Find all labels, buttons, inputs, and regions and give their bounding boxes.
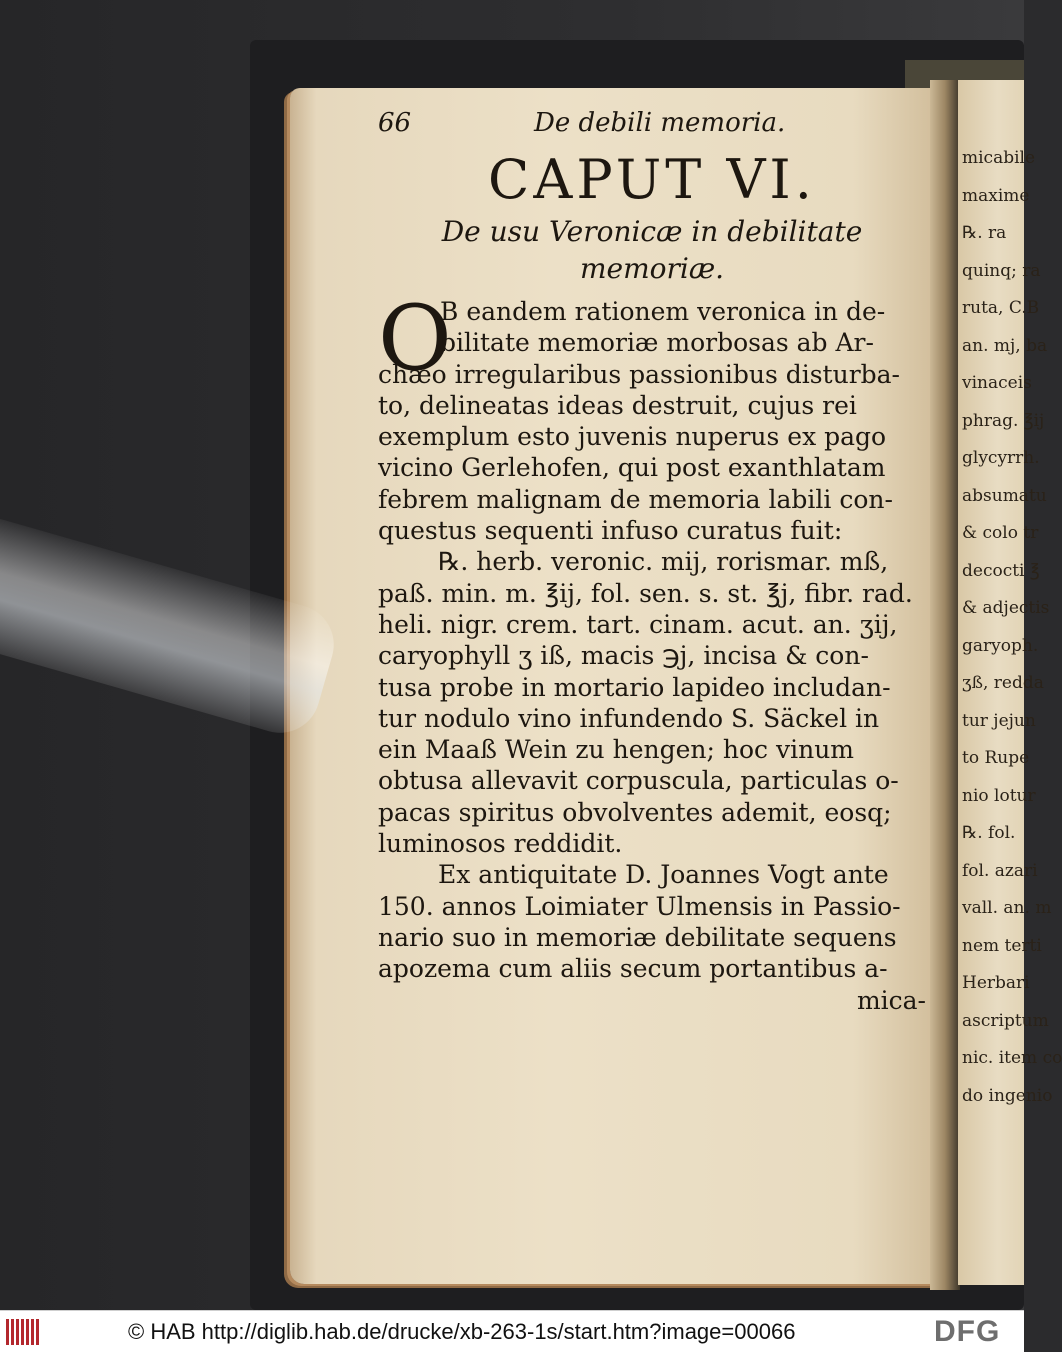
running-head bbox=[378, 108, 926, 144]
facing-text-line: tur jejun bbox=[962, 710, 1036, 731]
drop-cap: O bbox=[378, 286, 452, 391]
facing-text-line: do ingenio bbox=[962, 1085, 1053, 1106]
facing-text-line: absumatu bbox=[962, 485, 1047, 506]
text-line: nario suo in memoriæ debilitate sequens bbox=[378, 922, 897, 952]
text-line: paß. min. m. ℥ij, fol. sen. s. st. ℥j, fibr. rad. bbox=[378, 578, 913, 608]
facing-text-line: ℞. ra bbox=[962, 223, 1007, 243]
text-line: caryophyll ʒ iß, macis ℈j, incisa & con- bbox=[378, 641, 869, 671]
text-line: vicino Gerlehofen, qui post exanthlatam bbox=[378, 453, 886, 483]
text-line: Ex antiquitate D. Joannes Vogt ante bbox=[438, 860, 889, 890]
text-line: B eandem rationem veronica in de- bbox=[440, 297, 886, 326]
dfg-logo: DFG bbox=[934, 1315, 1001, 1348]
facing-text-line: an. mj, ba bbox=[962, 335, 1048, 356]
page-number: 66 bbox=[378, 108, 412, 138]
chapter-subtitle: De usu Veronicæ in debilitate bbox=[441, 215, 863, 248]
facing-text-line: quinq; ra bbox=[962, 260, 1041, 281]
facing-text-line: maxime bbox=[962, 185, 1030, 206]
text-line: to, delineatas ideas destruit, cujus rei bbox=[378, 390, 857, 420]
facing-text-line: vinaceis bbox=[962, 373, 1032, 393]
text-line: tur nodulo vino infundendo S. Säckel in bbox=[378, 703, 880, 733]
text-line: febrem malignam de memoria labili con- bbox=[378, 484, 893, 514]
facing-text-line: garyoph. bbox=[962, 635, 1039, 656]
text-line: pacas spiritus obvolventes ademit, eosq; bbox=[378, 797, 892, 827]
text-line: apozema cum aliis secum portantibus a- bbox=[378, 954, 888, 984]
facing-text-line: & adjectis bbox=[962, 598, 1050, 618]
footer-bar bbox=[0, 1310, 1024, 1352]
facing-text-line: nic. item co bbox=[962, 1048, 1062, 1068]
running-head-title: De debili memoria. bbox=[534, 108, 786, 138]
facing-text-line: ruta, C.B bbox=[962, 298, 1040, 318]
facing-text-line: phrag. ℥ij bbox=[962, 410, 1045, 431]
facing-text-line: ascriptum bbox=[962, 1010, 1049, 1031]
facing-text-line: micabile bbox=[962, 148, 1036, 168]
facing-text-line: nem terti bbox=[962, 935, 1042, 956]
facing-text-line: vall. an. m bbox=[962, 898, 1052, 918]
text-line: ein Maaß Wein zu hengen; hoc vinum bbox=[378, 735, 855, 765]
text-line: exemplum esto juvenis nuperus ex pago bbox=[378, 422, 887, 452]
text-line: tusa probe in mortario lapideo includan- bbox=[378, 672, 891, 702]
facing-text-line: ʒß, redda bbox=[962, 673, 1044, 693]
chapter-subtitle-continued: memoriæ. bbox=[579, 252, 725, 285]
facing-text-line: glycyrrh. bbox=[962, 448, 1040, 468]
text-line: 150. annos Loimiater Ulmensis in Passio- bbox=[378, 891, 901, 921]
text-line: heli. nigr. crem. tart. cinam. acut. an. ʒij, bbox=[378, 609, 898, 639]
text-line: chæo irregularibus passionibus disturba- bbox=[378, 359, 900, 389]
text-line: bilitate memoriæ morbosas ab Ar- bbox=[440, 328, 874, 358]
text-line: questus sequenti infuso curatus fuit: bbox=[378, 516, 843, 546]
text-line: luminosos reddidit. bbox=[378, 829, 623, 859]
facing-page bbox=[958, 80, 1062, 1285]
facing-text-line: to Rupe bbox=[962, 748, 1030, 768]
facing-text-line: & colo tr bbox=[962, 523, 1039, 543]
hab-logo-icon bbox=[6, 1319, 46, 1345]
facing-text-line: Herbari bbox=[962, 973, 1030, 993]
text-line: mica- bbox=[856, 985, 926, 1015]
chapter-heading: CAPUT VI. bbox=[488, 148, 816, 211]
page-gutter bbox=[930, 80, 960, 1290]
footer-credit[interactable]: © HAB http://diglib.hab.de/drucke/xb-263-1s/start.htm?image=00066 bbox=[128, 1319, 796, 1344]
facing-text-line: ℞. fol. bbox=[962, 823, 1016, 843]
facing-text-line: fol. azari bbox=[962, 860, 1038, 881]
body-text bbox=[378, 286, 926, 1016]
facing-text-line: decocti ℥ bbox=[962, 560, 1040, 581]
facing-text-line: nio lotur bbox=[962, 785, 1036, 806]
text-line: obtusa allevavit corpuscula, particulas o- bbox=[378, 766, 899, 796]
text-line: ℞. herb. veronic. mij, rorismar. mß, bbox=[438, 547, 889, 577]
